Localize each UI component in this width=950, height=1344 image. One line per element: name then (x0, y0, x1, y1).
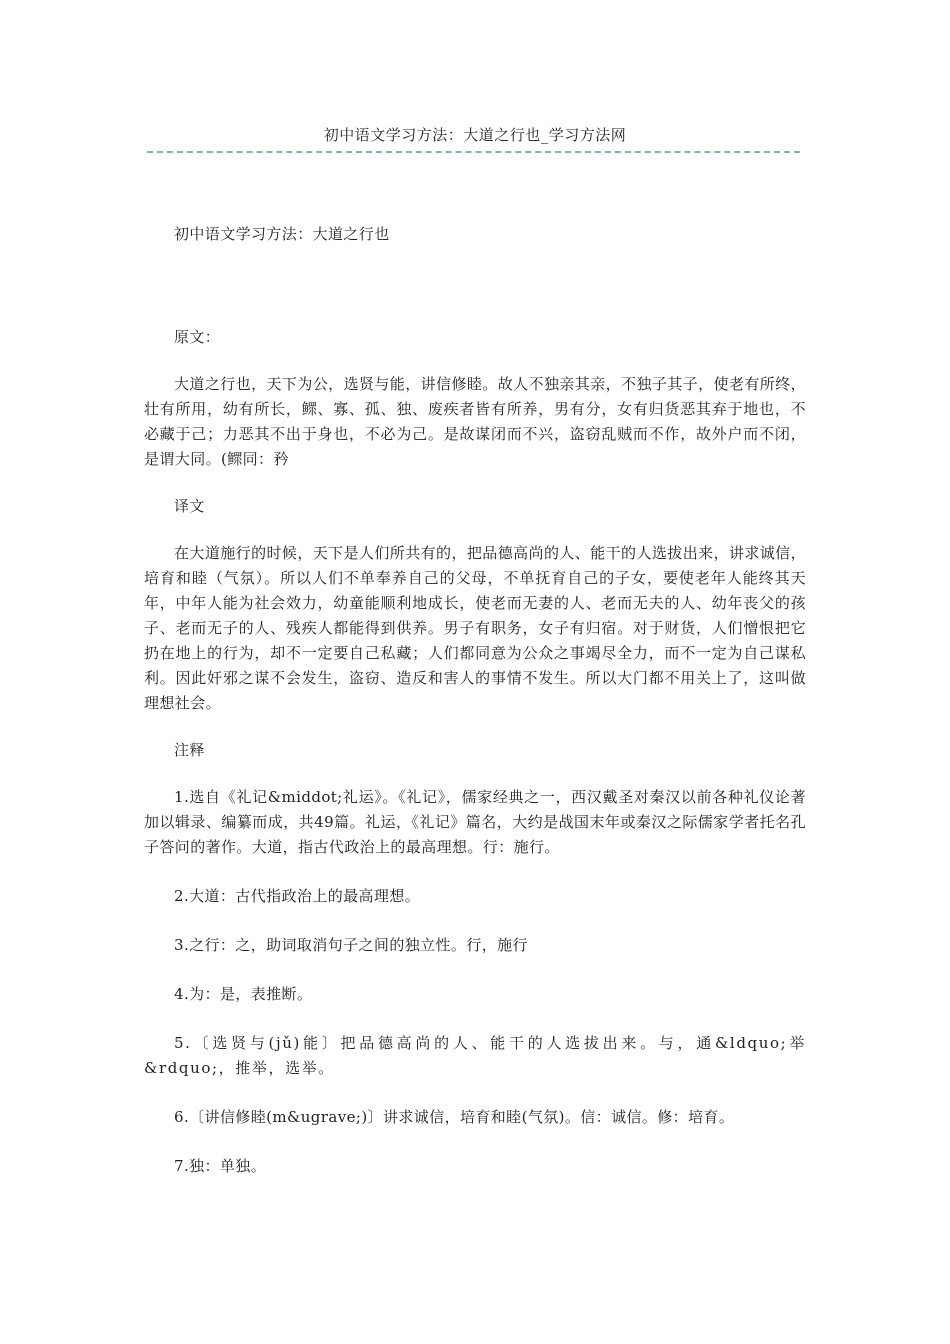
note-item-4: 4.为：是，表推断。 (174, 985, 313, 1003)
note-item-1: 1.选自《礼记&middot;礼运》。《礼记》，儒家经典之一，西汉戴圣对秦汉以前各种礼仪论著加以辑录、编纂而成，共49篇。礼运，《礼记》篇名，大约是战国末年或秦汉之际儒家学者托名孔子答问的著作。大道，指古代政治上的最高理想。行：施行。 (144, 788, 806, 856)
note-item-3: 3.之行：之，助词取消句子之间的独立性。行，施行 (174, 936, 528, 954)
notes-label: 注释 (174, 741, 205, 759)
article-heading: 初中语文学习方法：大道之行也 (174, 225, 390, 243)
article-body (144, 222, 806, 1179)
title-divider (147, 151, 800, 153)
note-item-7: 7.独：单独。 (174, 1157, 267, 1175)
document-title: 初中语文学习方法：大道之行也_学习方法网 (323, 126, 627, 144)
translation-label: 译文 (174, 497, 205, 515)
translation-text: 在大道施行的时候，天下是人们所共有的，把品德高尚的人、能干的人选拔出来，讲求诚信，培育和睦（气氛）。所以人们不单奉养自己的父母，不单抚育自己的子女，要使老年人能终其天年，中年人能为社会效力，幼童能顺利地成长，使老而无妻的人、老而无夫的人、幼年丧父的孩子、老而无子的人、残疾人都能得到供养。男子有职务，女子有归宿。对于财货，人们憎恨把它扔在地上的行为，却不一定要自己私藏；人们都同意为公众之事竭尽全力，而不一定为自己谋私利。因此奸邪之谋不会发生，盗窃、造反和害人的事情不发生。所以大门都不用关上了，这叫做理想社会。 (144, 544, 806, 712)
original-label: 原文： (174, 328, 221, 346)
note-item-5: 5.〔选贤与(jǔ)能〕把品德高尚的人、能干的人选拔出来。与，通&ldquo;举&rdquo;，推举，选举。 (144, 1034, 806, 1077)
note-item-2: 2.大道：古代指政治上的最高理想。 (174, 887, 421, 905)
note-item-6: 6.〔讲信修睦(m&ugrave;)〕讲求诚信，培育和睦(气氛)。信：诚信。修：培育。 (174, 1108, 735, 1126)
original-text: 大道之行也，天下为公，选贤与能，讲信修睦。故人不独亲其亲，不独子其子，使老有所终，壮有所用，幼有所长，鳏、寡、孤、独、废疾者皆有所养，男有分，女有归货恶其弃于地也，不必藏于己；力恶其不出于身也，不必为己。是故谋闭而不兴，盗窃乱贼而不作，故外户而不闭，是谓大同。(鳏同：矜 (144, 375, 806, 468)
